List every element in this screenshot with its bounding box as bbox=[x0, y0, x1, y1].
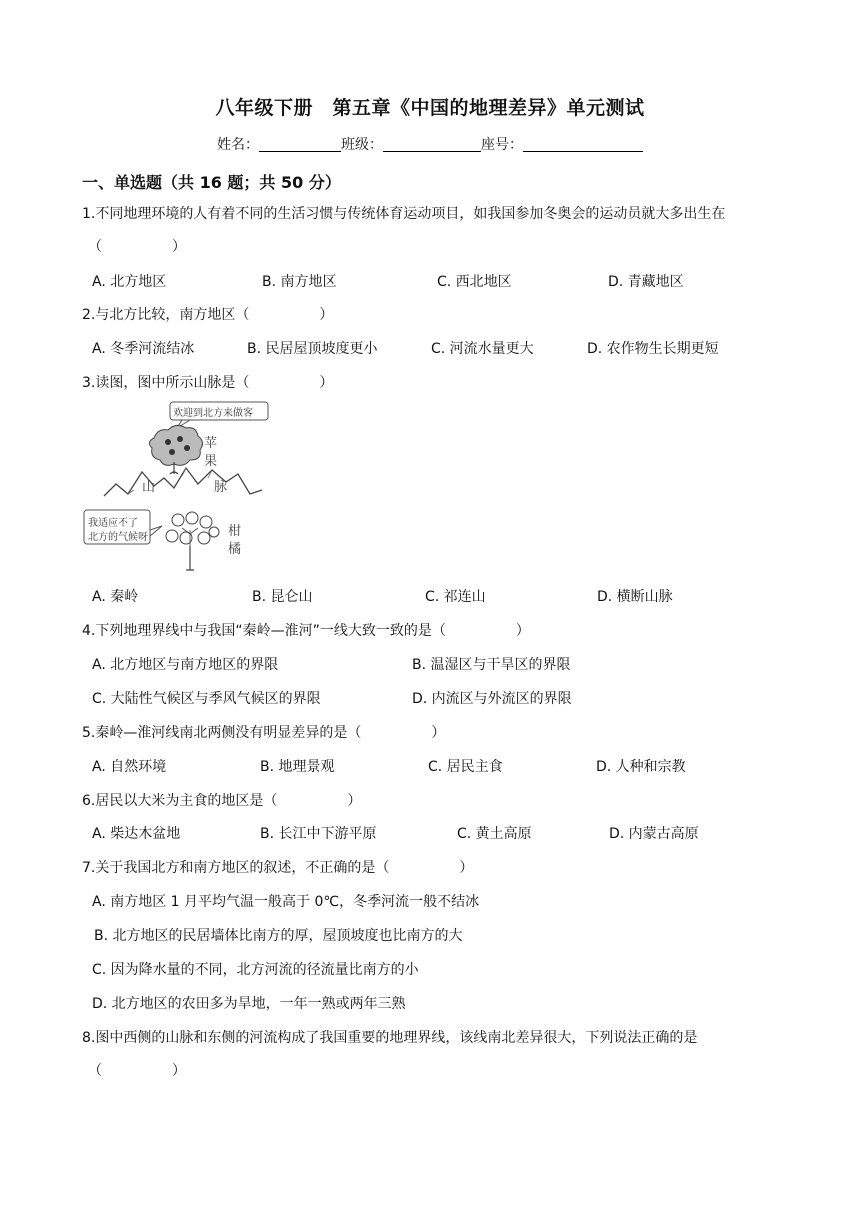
speech-bubble-south-line1: 我适应不了 bbox=[88, 518, 138, 529]
class-label: 班级： bbox=[341, 137, 383, 153]
question-1-option-a: A. 北方地区 bbox=[92, 274, 167, 290]
question-4-option-b: B. 温湿区与干旱区的界限 bbox=[412, 657, 571, 673]
speech-bubble-north: 欢迎到北方来做客 bbox=[173, 408, 253, 419]
question-2-option-b: B. 民居屋顶坡度更小 bbox=[247, 341, 378, 357]
apple-label-1: 苹 bbox=[204, 436, 218, 451]
student-info bbox=[0, 134, 860, 154]
question-2-option-a: A. 冬季河流结冰 bbox=[92, 341, 195, 357]
question-3-option-a: A. 秦岭 bbox=[92, 589, 139, 605]
question-7-option-d: D. 北方地区的农田多为旱地，一年一熟或两年三熟 bbox=[92, 996, 406, 1012]
question-5-option-c: C. 居民主食 bbox=[428, 759, 503, 775]
question-4-option-c: C. 大陆性气候区与季风气候区的界限 bbox=[92, 691, 321, 707]
question-1-paren: （ ） bbox=[88, 239, 186, 255]
seat-label: 座号： bbox=[481, 137, 523, 153]
question-3-stem: 3.读图，图中所示山脉是（ ） bbox=[82, 375, 334, 391]
question-6-stem: 6.居民以大米为主食的地区是（ ） bbox=[82, 793, 362, 809]
question-4-option-d: D. 内流区与外流区的界限 bbox=[412, 691, 572, 707]
question-5-option-a: A. 自然环境 bbox=[92, 759, 167, 775]
question-5-option-b: B. 地理景观 bbox=[260, 759, 335, 775]
question-1-option-c: C. 西北地区 bbox=[437, 274, 512, 290]
question-6-option-d: D. 内蒙古高原 bbox=[609, 826, 699, 842]
question-6-option-a: A. 柴达木盆地 bbox=[92, 826, 181, 842]
question-8-stem: 8.图中西侧的山脉和东侧的河流构成了我国重要的地理界线，该线南北差异很大，下列说法正确的是 bbox=[82, 1030, 698, 1046]
section-heading: 一、单选题（共 16 题；共 50 分） bbox=[82, 173, 341, 192]
page-title: 八年级下册 第五章《中国的地理差异》单元测试 bbox=[215, 97, 645, 119]
question-8-paren: （ ） bbox=[88, 1063, 186, 1079]
question-3-option-d: D. 横断山脉 bbox=[597, 589, 673, 605]
question-7-option-b: B. 北方地区的民居墙体比南方的厚，屋顶坡度也比南方的大 bbox=[94, 928, 463, 944]
question-2-option-c: C. 河流水量更大 bbox=[431, 341, 534, 357]
question-5-option-d: D. 人种和宗教 bbox=[596, 759, 686, 775]
question-6-option-c: C. 黄土高原 bbox=[457, 826, 532, 842]
question-5-stem: 5.秦岭—淮河线南北两侧没有明显差异的是（ ） bbox=[82, 725, 446, 741]
seat-blank bbox=[523, 137, 643, 152]
question-3-option-c: C. 祁连山 bbox=[425, 589, 486, 605]
question-1-option-b: B. 南方地区 bbox=[262, 274, 337, 290]
question-2-option-d: D. 农作物生长期更短 bbox=[587, 341, 719, 357]
question-3-figure bbox=[82, 398, 272, 578]
mountain-label-2: 脉 bbox=[214, 480, 228, 495]
question-1-option-d: D. 青藏地区 bbox=[608, 274, 684, 290]
mountain-cartoon-illustration bbox=[82, 398, 272, 578]
name-blank bbox=[259, 137, 341, 152]
question-6-option-b: B. 长江中下游平原 bbox=[260, 826, 377, 842]
question-2-stem: 2.与北方比较，南方地区（ ） bbox=[82, 307, 334, 323]
name-label: 姓名： bbox=[217, 137, 259, 153]
mountain-label-1: 山 bbox=[142, 480, 156, 495]
apple-label-2: 果 bbox=[204, 454, 218, 469]
class-blank bbox=[383, 137, 481, 152]
orange-label-2: 橘 bbox=[228, 542, 242, 557]
question-7-stem: 7.关于我国北方和南方地区的叙述，不正确的是（ ） bbox=[82, 860, 474, 876]
question-4-stem: 4.下列地理界线中与我国“秦岭—淮河”一线大致一致的是（ ） bbox=[82, 623, 530, 639]
question-3-option-b: B. 昆仑山 bbox=[252, 589, 313, 605]
question-4-option-a: A. 北方地区与南方地区的界限 bbox=[92, 657, 279, 673]
question-7-option-a: A. 南方地区 1 月平均气温一般高于 0℃，冬季河流一般不结冰 bbox=[92, 894, 480, 910]
question-7-option-c: C. 因为降水量的不同，北方河流的径流量比南方的小 bbox=[92, 962, 419, 978]
orange-label-1: 柑 bbox=[228, 524, 242, 539]
question-1-stem: 1.不同地理环境的人有着不同的生活习惯与传统体育运动项目，如我国参加冬奥会的运动员就大多出生在 bbox=[82, 206, 726, 222]
speech-bubble-south-line2: 北方的气候呀 bbox=[88, 532, 148, 543]
